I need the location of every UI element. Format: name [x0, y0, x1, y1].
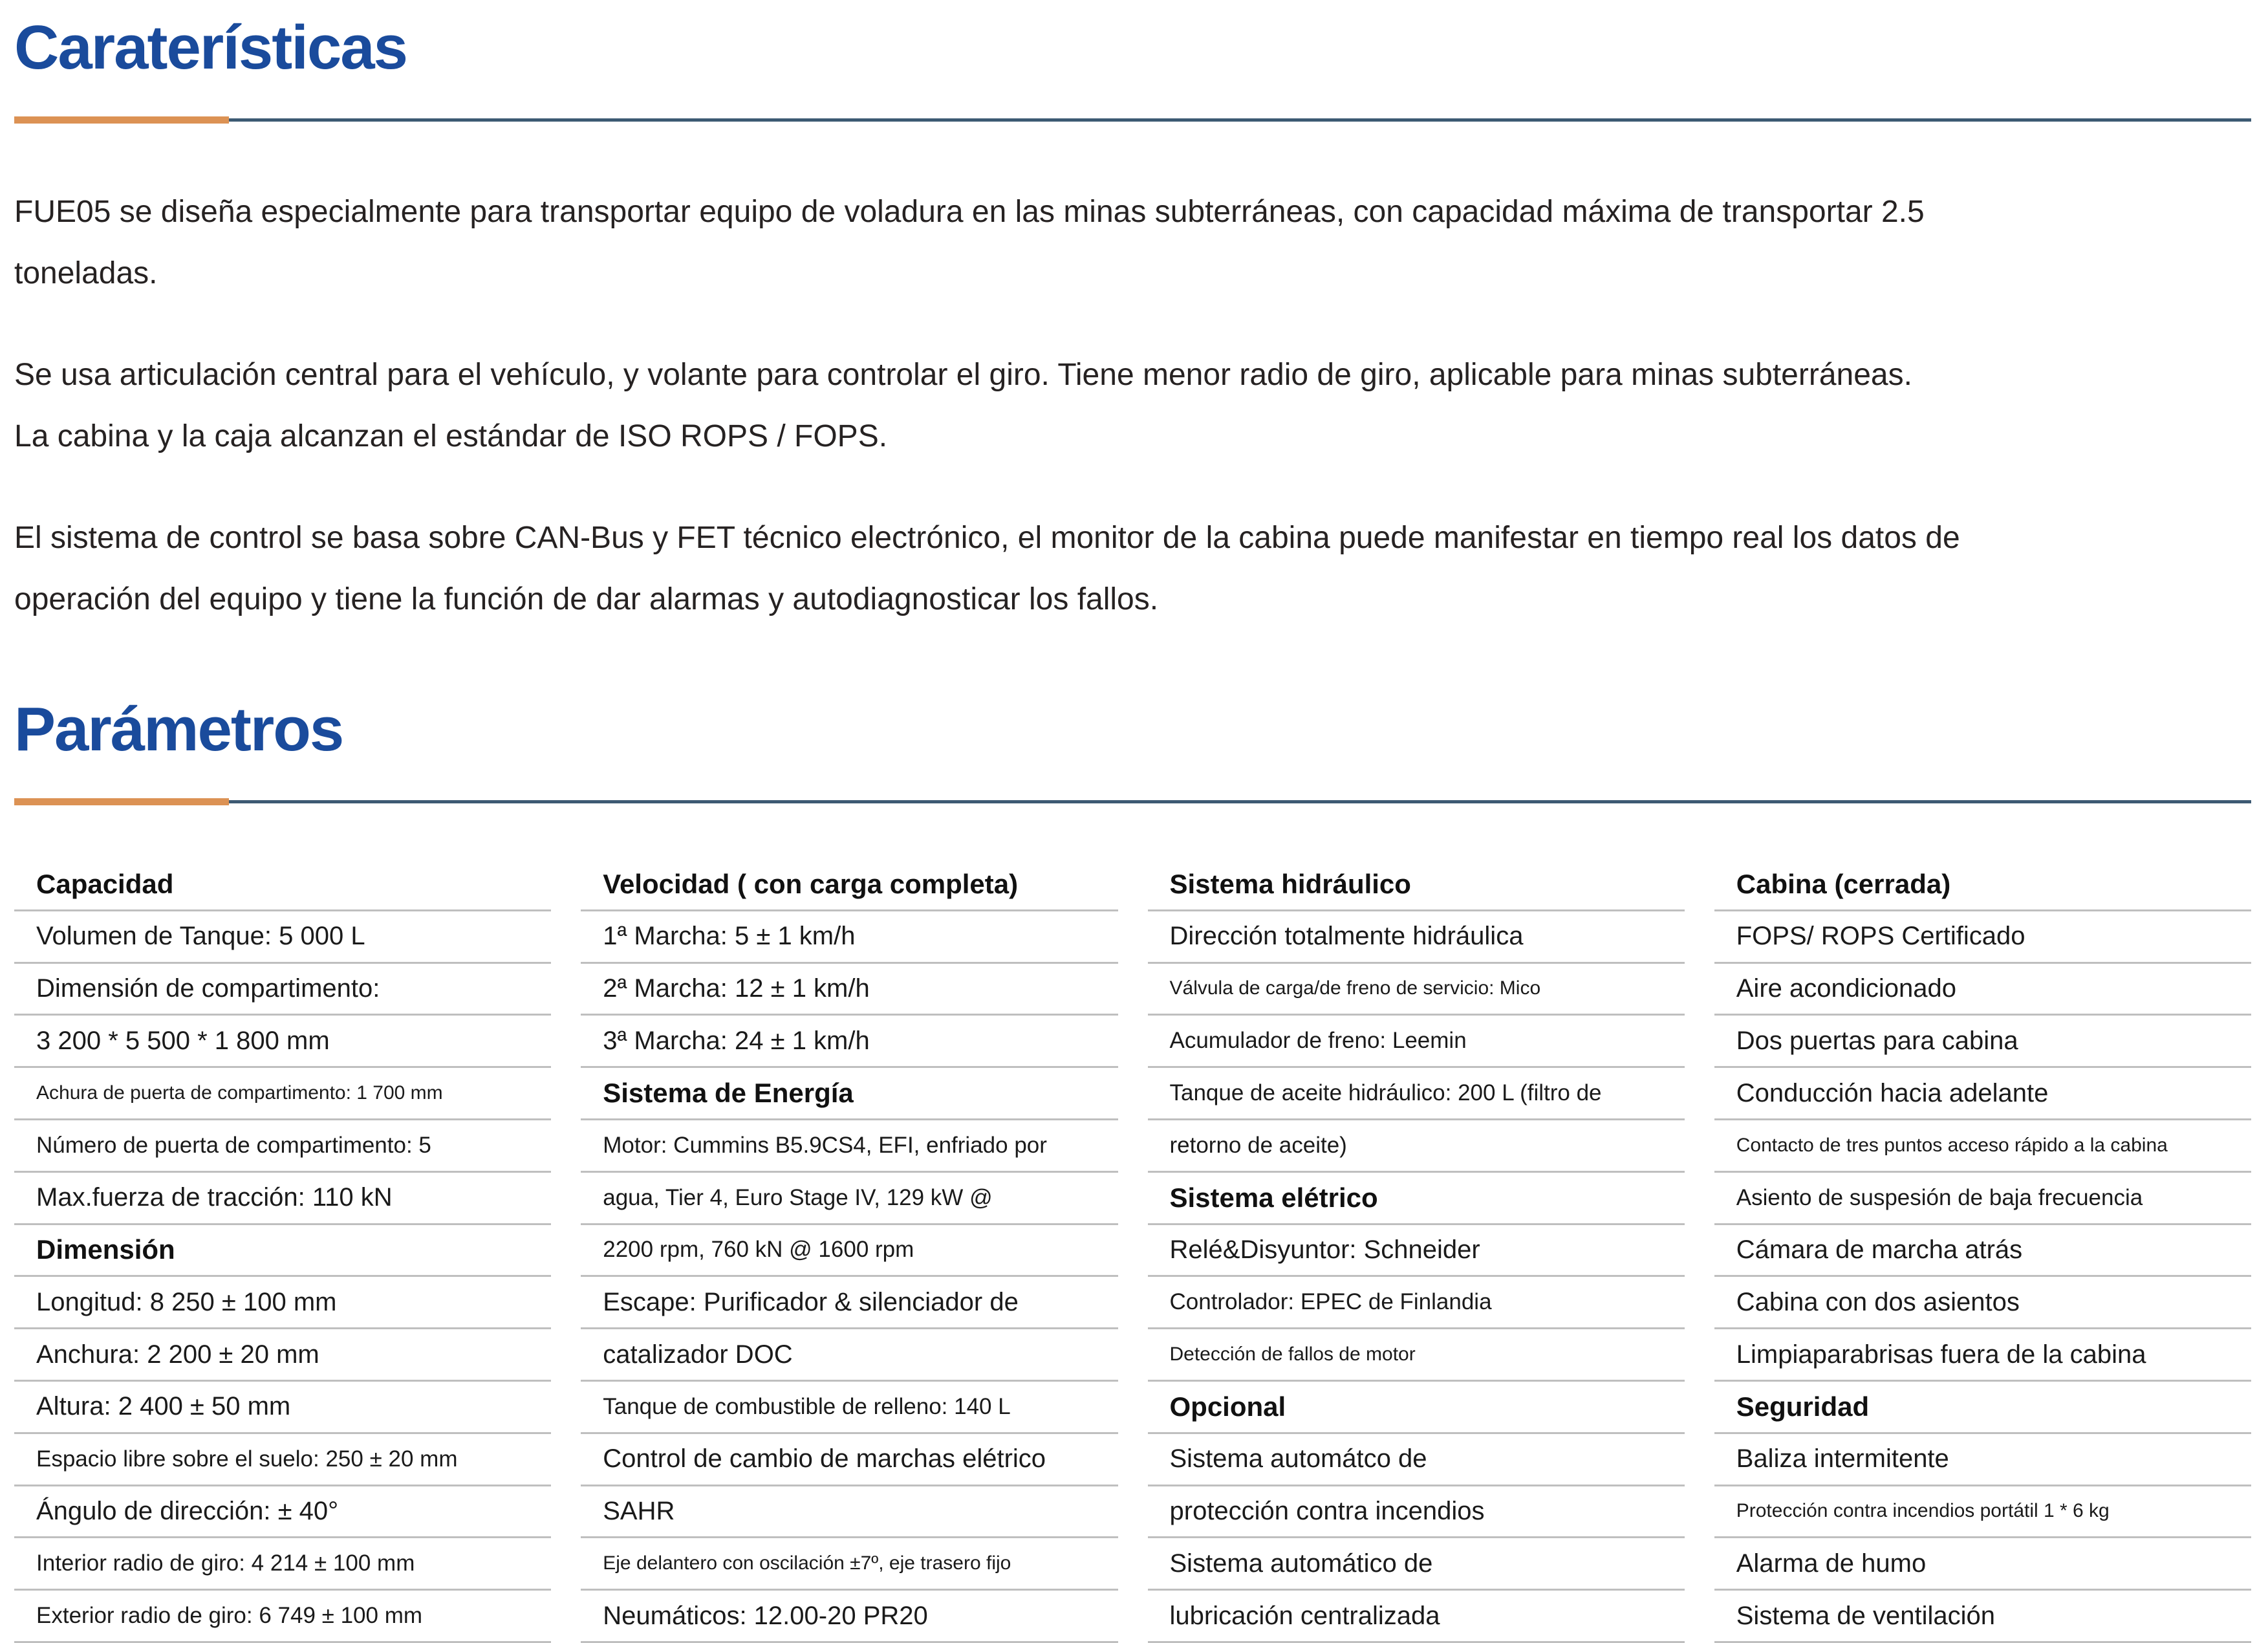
table-section-header: Capacidad — [14, 859, 551, 911]
table-cell: protección contra incendios — [1148, 1486, 1685, 1539]
table-cell: Sistema automático de — [1148, 1538, 1685, 1591]
table-cell: FOPS/ ROPS Certificado — [1714, 911, 2251, 964]
table-section-header: Sistema hidráulico — [1148, 859, 1685, 911]
table-cell: lubricación centralizada — [1148, 1591, 1685, 1643]
table-cell: Controlador: EPEC de Finlandia — [1148, 1277, 1685, 1329]
table-cell: Sistema de ventilación — [1714, 1591, 2251, 1643]
table-cell: Dimensión de compartimento: — [14, 964, 551, 1016]
table-cell: Eje delantero con oscilación ±7º, eje trasero fijo — [581, 1538, 1118, 1591]
slate-divider-line — [229, 118, 2251, 122]
table-section-header: Sistema de Energía — [581, 1068, 1118, 1120]
table-cell: catalizador DOC — [581, 1329, 1118, 1382]
table-cell: Neumáticos: 12.00-20 PR20 — [581, 1591, 1118, 1643]
table-cell: Espacio libre sobre el suelo: 250 ± 20 mm — [14, 1434, 551, 1486]
table-section-header: Sistema elétrico — [1148, 1173, 1685, 1225]
intro-paragraphs — [14, 181, 2251, 630]
table-section-header: Cabina (cerrada) — [1714, 859, 2251, 911]
table-cell: retorno de aceite) — [1148, 1120, 1685, 1173]
table-column-3 — [1148, 859, 1685, 1643]
intro-paragraph — [14, 181, 2251, 304]
orange-accent-bar — [14, 116, 229, 124]
table-cell: 3ª Marcha: 24 ± 1 km/h — [581, 1016, 1118, 1068]
table-cell: Ángulo de dirección: ± 40° — [14, 1486, 551, 1539]
table-cell: Detección de fallos de motor — [1148, 1329, 1685, 1382]
table-cell: Aire acondicionado — [1714, 964, 2251, 1016]
table-column-4 — [1714, 859, 2251, 1643]
parametros-title: Parámetros — [14, 695, 343, 764]
parametros-title-rule — [14, 798, 2251, 806]
slate-divider-line — [229, 800, 2251, 803]
table-cell: Motor: Cummins B5.9CS4, EFI, enfriado por — [581, 1120, 1118, 1173]
table-cell: Protección contra incendios portátil 1 * 6 kg — [1714, 1486, 2251, 1539]
table-section-header: Velocidad ( con carga completa) — [581, 859, 1118, 911]
table-cell: Acumulador de freno: Leemin — [1148, 1016, 1685, 1068]
table-cell: Dirección totalmente hidráulica — [1148, 911, 1685, 964]
table-column-1 — [14, 859, 551, 1643]
table-cell: Achura de puerta de compartimento: 1 700 mm — [14, 1068, 551, 1120]
paragraph-line: operación del equipo y tiene la función de dar alarmas y autodiagnosticar los fallos. — [14, 582, 1159, 616]
table-section-header: Opcional — [1148, 1382, 1685, 1434]
table-cell: 2ª Marcha: 12 ± 1 km/h — [581, 964, 1118, 1016]
table-cell: Limpiaparabrisas fuera de la cabina — [1714, 1329, 2251, 1382]
table-cell: Interior radio de giro: 4 214 ± 100 mm — [14, 1538, 551, 1591]
paragraph-line: Se usa articulación central para el vehículo, y volante para controlar el giro. Tiene menor radio de giro, aplicable para minas subterráneas. — [14, 358, 1912, 392]
table-cell: Volumen de Tanque: 5 000 L — [14, 911, 551, 964]
parametros-title-block — [14, 695, 2251, 806]
paragraph-line: La cabina y la caja alcanzan el estándar de ISO ROPS / FOPS. — [14, 419, 888, 453]
table-cell: Anchura: 2 200 ± 20 mm — [14, 1329, 551, 1382]
table-cell: Max.fuerza de tracción: 110 kN — [14, 1173, 551, 1225]
table-cell: Longitud: 8 250 ± 100 mm — [14, 1277, 551, 1329]
table-column-2 — [581, 859, 1118, 1643]
table-cell: Control de cambio de marchas elétrico — [581, 1434, 1118, 1486]
table-cell: Alarma de humo — [1714, 1538, 2251, 1591]
table-cell: Cabina con dos asientos — [1714, 1277, 2251, 1329]
orange-accent-bar — [14, 798, 229, 805]
caracteristicas-title-rule — [14, 116, 2251, 124]
table-cell: 1ª Marcha: 5 ± 1 km/h — [581, 911, 1118, 964]
table-section-header: Seguridad — [1714, 1382, 2251, 1434]
table-cell: Baliza intermitente — [1714, 1434, 2251, 1486]
table-cell: Altura: 2 400 ± 50 mm — [14, 1382, 551, 1434]
table-section-header: Dimensión — [14, 1225, 551, 1278]
intro-paragraph — [14, 507, 2251, 630]
table-cell: Conducción hacia adelante — [1714, 1068, 2251, 1120]
parameters-table — [14, 859, 2251, 1643]
table-cell: Sistema automátco de — [1148, 1434, 1685, 1486]
intro-paragraph — [14, 344, 2251, 467]
table-cell: Escape: Purificador & silenciador de — [581, 1277, 1118, 1329]
table-cell: Número de puerta de compartimento: 5 — [14, 1120, 551, 1173]
table-cell: Asiento de suspesión de baja frecuencia — [1714, 1173, 2251, 1225]
caracteristicas-title: Caraterísticas — [14, 13, 407, 82]
table-cell: Contacto de tres puntos acceso rápido a la cabina — [1714, 1120, 2251, 1173]
table-cell: Válvula de carga/de freno de servicio: Mico — [1148, 964, 1685, 1016]
table-cell: agua, Tier 4, Euro Stage IV, 129 kW @ — [581, 1173, 1118, 1225]
table-cell: 2200 rpm, 760 kN @ 1600 rpm — [581, 1225, 1118, 1278]
table-cell: Tanque de aceite hidráulico: 200 L (filtro de — [1148, 1068, 1685, 1120]
table-cell: Exterior radio de giro: 6 749 ± 100 mm — [14, 1591, 551, 1643]
table-cell: Relé&Disyuntor: Schneider — [1148, 1225, 1685, 1278]
table-cell: 3 200 * 5 500 * 1 800 mm — [14, 1016, 551, 1068]
paragraph-line: FUE05 se diseña especialmente para transportar equipo de voladura en las minas subterráneas, con capacidad máxima de transportar 2.5 — [14, 195, 1925, 229]
table-cell: Tanque de combustible de relleno: 140 L — [581, 1382, 1118, 1434]
table-cell: Cámara de marcha atrás — [1714, 1225, 2251, 1278]
table-cell: Dos puertas para cabina — [1714, 1016, 2251, 1068]
paragraph-line: toneladas. — [14, 256, 158, 290]
paragraph-line: El sistema de control se basa sobre CAN-Bus y FET técnico electrónico, el monitor de la cabina puede manifestar en tiempo real los datos de — [14, 521, 1960, 555]
table-cell: SAHR — [581, 1486, 1118, 1539]
